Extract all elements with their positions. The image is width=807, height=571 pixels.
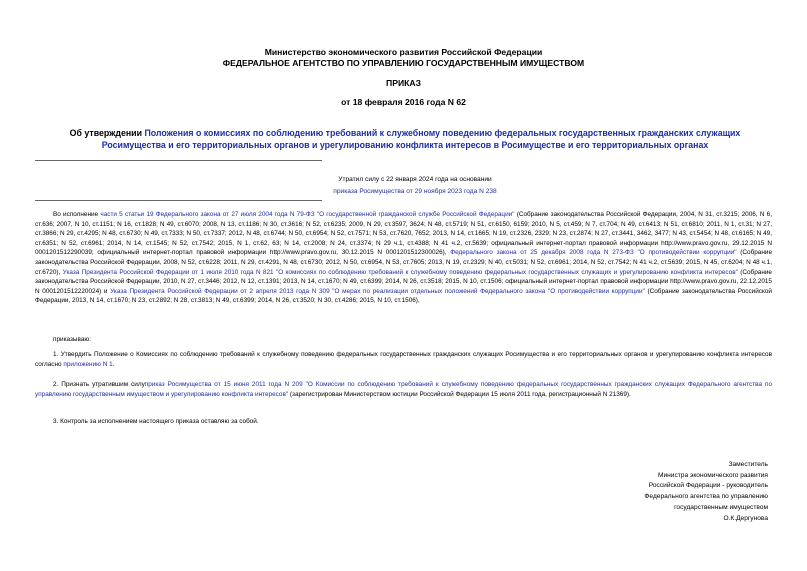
item-3-text: 3. Контроль за исполнением настоящего приказа оставляю за собой. xyxy=(53,418,259,425)
item-2-text: 2. Признать утратившим силу xyxy=(53,381,145,388)
lost-force-text: Утратил силу с 22 января 2024 года на основании xyxy=(338,176,492,183)
preamble-paragraph xyxy=(35,210,772,306)
lost-force-link[interactable]: приказа Росимущества от 29 ноября 2023 года N 238 xyxy=(333,188,497,195)
order-word xyxy=(35,335,772,345)
separator-line xyxy=(35,160,322,161)
document-date-number: от 18 февраля 2016 года N 62 xyxy=(341,97,466,107)
order-209-link[interactable]: приказ Росимущества от 15 июня 2011 года N 209 "О Комиссии по соблюдению требований к служебному поведению федеральных государственных гражданских служащих Федерального агентства по управлению государственным имуществом и урегулированию конфликта интересов" xyxy=(35,381,773,398)
lost-force-note xyxy=(300,174,530,198)
document-title xyxy=(60,127,750,151)
item-3 xyxy=(35,417,772,427)
document-type: ПРИКАЗ xyxy=(386,78,421,88)
preamble-text: (Собрание законодательства Российской Федерации, 2013, N 14, ст.1670; N 23, ст.2892; N 28, ст.3813; N 49, ст.6399; 2014, N 26, ст.3520; N 30, ст.4286; 2015, N 10, ст.1506), xyxy=(35,287,772,305)
signatory-name: О.К.Дергунова xyxy=(723,514,768,522)
agency-name: ФЕДЕРАЛЬНОЕ АГЕНТСТВО ПО УПРАВЛЕНИЮ ГОСУДАРСТВЕННЫМ ИМУЩЕСТВОМ xyxy=(222,58,585,68)
item-2 xyxy=(35,380,772,399)
appendix-1-link[interactable]: приложению N 1 xyxy=(63,360,113,368)
law-79fz-link[interactable]: части 5 статьи 19 Федерального закона от 27 июля 2004 года N 79-ФЗ "О государственной гражданской службе Российской Федерации" xyxy=(100,211,515,218)
item-1-tail: . xyxy=(112,360,115,368)
separator-line xyxy=(35,200,322,201)
ministry-name: Министерство экономического развития Российской Федерации xyxy=(264,47,543,57)
preamble-text: (Собрание законодательства Российской Федерации, 2008, N 52, ст.6228; 2011, N 29, ст.4291, N 48, ст.6730; 2012, N 50, ст.6954, N 53, ст.7605; 2013, N 19, ст.2329; N 40, ст.5031; N 52, ст.6961; 2014, N 52, ст.7542; N 41 ч.2, ст.5639; 2015, N 45, ст.6204; N 48 ч.1, ст.6720), xyxy=(35,249,772,276)
item-1-text: 1. Утвердить Положение о Комиссиях по соблюдению требований к служебному поведению федеральных государственных гражданских служащих Росимущества и его территориальных органов и урегулированию конфликта интересов согласно xyxy=(35,351,772,368)
decree-309-link[interactable]: Указа Президента Российской Федерации от 2 апреля 2013 года N 309 "О мерах по реализации отдельных положений Федерального закона "О противодействии коррупции" xyxy=(110,287,645,295)
law-273fz-link[interactable]: Федерального закона от 25 декабря 2008 года N 273-ФЗ "О противодействии коррупции" xyxy=(450,249,737,257)
decree-821-link[interactable]: Указа Президента Российской Федерации от 1 июля 2010 года N 821 "О комиссиях по соблюдению требований к служебному поведению федеральных государственных служащих и урегулированию конфликта интересов" xyxy=(62,268,738,276)
signature-line: Российской Федерации - руководитель xyxy=(648,482,768,490)
signature-line: Федерального агентства по управлению xyxy=(644,493,768,501)
signature-line: Заместитель xyxy=(728,461,768,468)
item-1 xyxy=(35,350,772,369)
title-prefix: Об утверждении xyxy=(69,128,145,138)
signature-line: Министра экономического развития xyxy=(657,471,768,479)
item-2-tail: (зарегистрирован Министерством юстиции Российской Федерации 15 июля 2011 года, регистрационный N 21369). xyxy=(288,390,631,398)
signature-block xyxy=(600,460,768,524)
order-word-text: приказываю: xyxy=(53,336,91,343)
preamble-text: Во исполнение xyxy=(53,211,101,218)
preamble-text: (Собрание законодательства Российской Федерации, 2010, N 27, ст.3446; 2012, N 12, ст.1391; 2013, N 14, ст.1670; N 49, ст.6399; 2014, N 26, ст.3518; 2015, N 10, ст.1506; официальный интернет-портал правовой информации http://www.pravo.gov.ru, 22.12.2015 N 0001201512220024) и xyxy=(35,268,772,295)
signature-line: государственным имуществом xyxy=(674,503,768,511)
title-regulation-link[interactable]: Положения о комиссиях по соблюдению требований к служебному поведению федеральных государственных гражданских служащих Росимущества и его территориальных органов и урегулированию конфликта интересов в Росимуществе и его территориальных органах xyxy=(101,128,741,150)
preamble-text: (Собрание законодательства Российской Федерации, 2004, N 31, ст.3215; 2006, N 6, ст.636; 2007, N 10, ст.1151; N 16, ст.1828; N 49, ст.6070; 2008, N 13, ст.1186; N 30, ст.3616; N 52, ст.6235; 2009, N 29, ст.3597, 3624; N 48, ст.5719; N 51, ст.6150, 6159; 2010, N 5, ст.459; N 7, ст.704; N 49, ст.6413; N 51, ст.6810; 2011, N 1, ст.31; N 27, ст.3866; N 29, ст.4295; N 48, ст.6730; N 49, ст.7333; N 50, ст.7337; 2012, N 48, ст.6744; N 50, ст.6954; N 52, ст.7571; N 53, ст.7620, 7652; 2013, N 14, ст.1665; N 19, ст.2326, 2329; N 23, ст.2874; N 27, ст.3441, 3462, 3477; N 43, ст.5454; N 48, ст.6165; N 49, ст.6351; N 52, ст.6961; 2014, N 14, ст.1545; N 52, ст.7542; 2015, N 1, ст.62, 63; N 14, ст.2008; N 24, ст.3374; N 29 ч.1, ст.4388; N 41 ч.2, ст.5639; официальный интернет-портал правовой информации http://www.pravo.gov.ru, 29.12.2015 N 0001201512290039; официальный интернет-портал правовой информации http://www.pravo.gov.ru, 30.12.2015 N 0001201512300026), xyxy=(35,211,772,257)
